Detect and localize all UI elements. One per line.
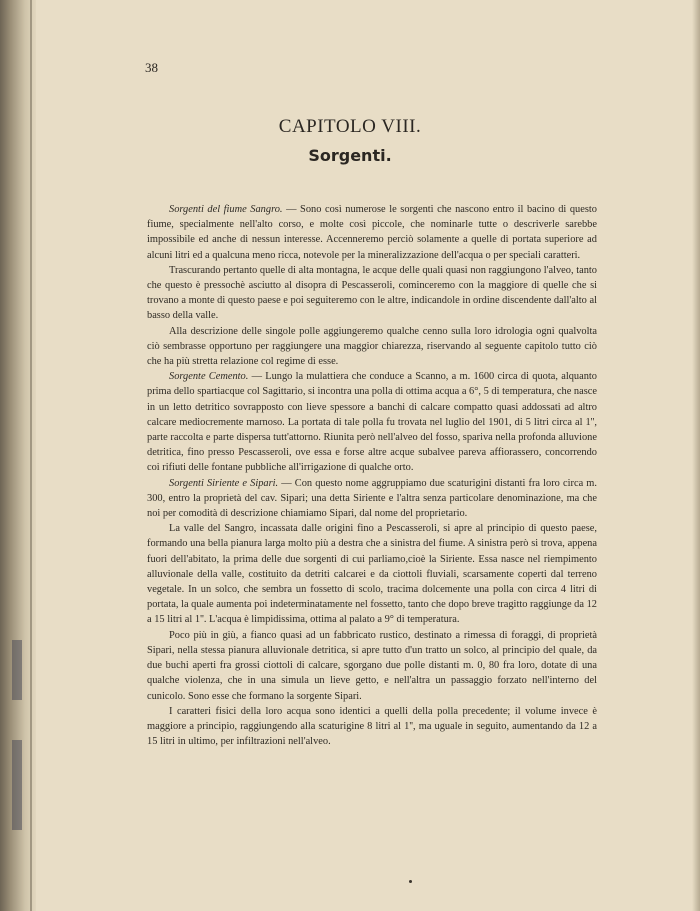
- paragraph-lead: Sorgente Cemento.: [169, 371, 249, 383]
- page-number: 38: [145, 60, 158, 75]
- paragraph-text: — Lungo la mulattiera che conduce a Scanno, a m. 1600 circa di quota, alquanto prima dello spartiacque col Sagittario, si incontra una polla di ottima acqua a 6°, 5 di temperatura, che nasce in un letto detritico sovrapposto con lieve spessore a banchi di calcare compatto quasi addossati ad altro calcare mediocremente marnoso. La portata di tale polla fu trovata nel luglio del 1901, di 5 litri circa al 1'', parte raccolta e parte dispersa tutt'attorno. Riunita però nell'alveo del fosso, spariva nella profonda alluvione detritica, fino presso Pescasseroli, ove essa e forse altre acque subalvee pareva affiorassero, concorrendo coi rifiuti delle fontane pubbliche all'irrigazione di qualche orto.: [147, 371, 597, 474]
- paragraph: [147, 521, 597, 627]
- section-heading: Sorgenti.: [308, 146, 392, 165]
- paragraph-text: — Sono così numerose le sorgenti che nascono entro il bacino di questo fiume, specialmente nell'alto corso, e molte così piccole, che nominarle tutte o descriverle sarebbe impossibile ed anche di nessun interesse. Accenneremo perciò solamente a quelle di portata superiore ad alcuni litri ed a qualcuna meno ricca, notevole per la mineralizzazione dell'acqua o per speciali caratteri.: [147, 204, 597, 261]
- paragraph-text: Poco più in giù, a fianco quasi ad un fabbricato rustico, destinato a rimessa di foraggi, di proprietà Sipari, nella stessa pianura alluvionale detritica, si apre tutto d'un tratto un solco, al principio del quale, da due buchi aperti fra grossi ciottoli di calcare, sgorgano due polle distanti m. 0, 80 fra loro, dotate di una qualche violenza, che in una simula un lieve getto, e nell'altra un passaggio forzato nell'interno del cunicolo. Sono esse che formano la sorgente Sipari.: [147, 629, 597, 702]
- binding-stain: [12, 640, 22, 700]
- binding-stain: [12, 740, 22, 830]
- paragraph: [147, 324, 597, 370]
- paragraph: [147, 704, 597, 750]
- paragraph-lead: Sorgenti Siriente e Sipari.: [169, 477, 279, 489]
- paragraph-text: Alla descrizione delle singole polle aggiungeremo qualche cenno sulla loro idrologia ogni qualvolta ciò sembrasse opportuno per raggiungere una maggior chiarezza, riservando al seguente capitolo tutto ciò che ha più stretta relazione col regime di esse.: [147, 325, 597, 368]
- paragraph-text: La valle del Sangro, incassata dalle origini fino a Pescasseroli, si apre al principio di questo paese, formando una bella pianura larga molto più a destra che a sinistra del fiume. A sinistra però si trova, appena fuori dell'abitato, la prima delle due sorgenti di cui parliamo,cioè la Siriente. Essa nasce nel riempimento alluvionale della valle, costituito da detriti calcarei e da ciottoli fluviali, scarsamente coperti dal terreno vegetale. In un solco, che sembra un fossetto di scolo, tracima dolcemente una polla con circa 4 litri di portata, la quale aumenta poi indeterminatamente nel fossetto, tanto che dopo breve tragitto raggiunge da 12 a 15 litri al 1''. L'acqua è limpidissima, ottima al palato a 9° di temperatura.: [147, 523, 597, 626]
- paragraph-lead: Sorgenti del fiume Sangro.: [169, 204, 283, 215]
- paragraph: [147, 628, 597, 704]
- paragraph: [147, 263, 597, 324]
- paragraph-text: Trascurando pertanto quelle di alta montagna, le acque delle quali quasi non raggiungono l'alveo, tanto che questo è pressochè asciutto al disopra di Pescasseroli, cominceremo con la maggiore di quelle che si trovano a monte di questo paese e poi seguiteremo con le altre, indicandole in ordine discendente dall'alto al basso della valle.: [147, 264, 597, 322]
- paragraph-text: I caratteri fisici della loro acqua sono identici a quelli della polla precedente; il volume invece è maggiore a principio, raggiungendo alla scaturigine 8 litri al 1'', ma uguale in seguito, aumentando da 12 a 15 litri in ultimo, per infiltrazioni nell'alveo.: [147, 705, 597, 748]
- printer-mark: [409, 880, 412, 883]
- body-text: [147, 202, 597, 749]
- chapter-heading: CAPITOLO VIII.: [278, 116, 422, 137]
- paragraph: [147, 476, 597, 522]
- paragraph: [147, 202, 597, 263]
- paragraph: [147, 369, 597, 475]
- paragraph-text: — Con questo nome aggruppiamo due scaturigini distanti fra loro circa m. 300, entro la proprietà del cav. Sipari; una detta Siriente e l'altra senza particolare denominazione, ma che noi per comodità di descrizione chiamiamo Sipari, dal nome del proprietario.: [147, 477, 597, 520]
